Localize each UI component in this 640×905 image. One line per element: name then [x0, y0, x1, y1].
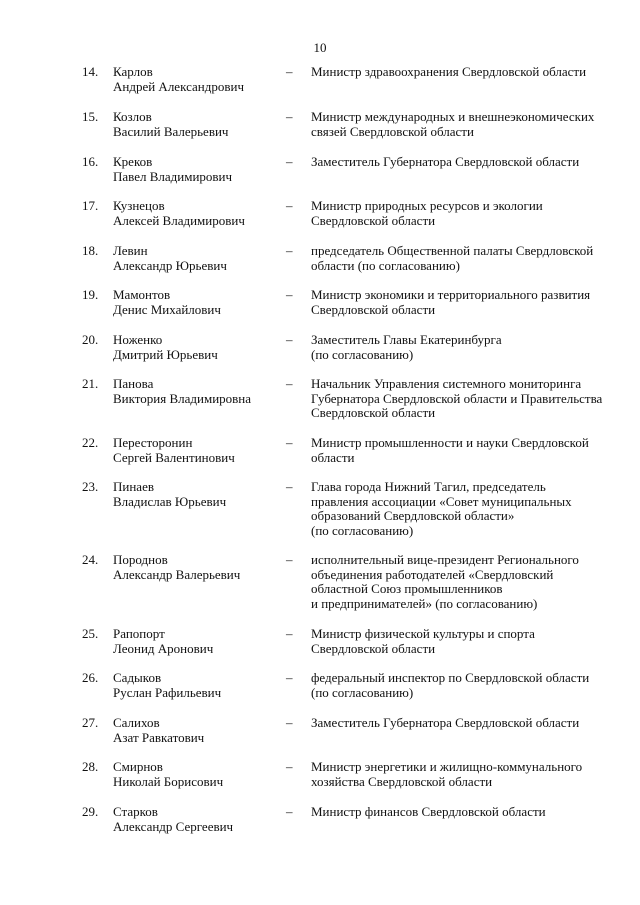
- dash-separator: –: [286, 715, 293, 730]
- member-name: [113, 288, 283, 317]
- position-line: образований Свердловской области»: [311, 508, 515, 523]
- member-given: Виктория Владимировна: [113, 390, 252, 406]
- member-given: Леонид Аронович: [113, 640, 214, 656]
- position-line: Заместитель Главы Екатеринбурга: [311, 332, 502, 347]
- position-line: области: [311, 449, 355, 465]
- member-given: Николай Борисович: [113, 773, 224, 789]
- member-name: [113, 480, 283, 509]
- member-number: 26.: [82, 670, 99, 685]
- position-line: Министр финансов Свердловской области: [311, 804, 546, 819]
- position-line: области (по согласованию): [311, 257, 460, 273]
- member-number: 19.: [82, 287, 99, 302]
- member-number: 23.: [82, 479, 99, 494]
- member-number: 18.: [82, 243, 99, 258]
- member-number: 14.: [82, 64, 99, 79]
- member-number: 29.: [82, 804, 99, 819]
- dash-separator: –: [286, 804, 293, 819]
- member-name: [113, 436, 283, 465]
- dash-separator: –: [286, 435, 293, 450]
- member-number: 28.: [82, 759, 99, 774]
- position-line: Глава города Нижний Тагил, председатель: [311, 479, 546, 494]
- member-surname: Пинаев: [113, 479, 154, 494]
- member-number: 25.: [82, 626, 99, 641]
- position-line: связей Свердловской области: [311, 123, 474, 139]
- position-line: Министр физической культуры и спорта: [311, 626, 535, 641]
- member-given: Алексей Владимирович: [113, 212, 245, 228]
- dash-separator: –: [286, 479, 293, 494]
- member-name: [113, 199, 283, 228]
- position-line: (по согласованию): [311, 684, 414, 700]
- position-line: председатель Общественной палаты Свердловской: [311, 243, 594, 258]
- member-surname: Салихов: [113, 715, 160, 730]
- dash-separator: –: [286, 626, 293, 641]
- page-number: 10: [313, 40, 327, 55]
- position-line: (по согласованию): [311, 522, 414, 538]
- member-given: Азат Равкатович: [113, 729, 205, 745]
- position-line: областной Союз промышленников: [311, 581, 503, 596]
- dash-separator: –: [286, 109, 293, 124]
- position-line: Губернатора Свердловской области и Правительства: [311, 390, 603, 406]
- member-position: [311, 671, 611, 700]
- position-line: исполнительный вице-президент Регионального: [311, 552, 579, 567]
- member-surname: Козлов: [113, 109, 152, 124]
- member-position: [311, 155, 611, 170]
- dash-separator: –: [286, 759, 293, 774]
- position-line: Министр природных ресурсов и экологии: [311, 198, 543, 213]
- member-surname: Породнов: [113, 552, 168, 567]
- member-position: [311, 480, 611, 538]
- member-surname: Старков: [113, 804, 158, 819]
- member-position: [311, 377, 611, 421]
- member-given: Сергей Валентинович: [113, 449, 235, 465]
- member-name: [113, 155, 283, 184]
- member-position: [311, 627, 611, 656]
- position-line: Министр здравоохранения Свердловской области: [311, 64, 587, 79]
- member-given: Василий Валерьевич: [113, 123, 229, 139]
- dash-separator: –: [286, 670, 293, 685]
- member-given: Денис Михайлович: [113, 301, 221, 317]
- member-name: [113, 716, 283, 745]
- dash-separator: –: [286, 376, 293, 391]
- dash-separator: –: [286, 552, 293, 567]
- member-surname: Садыков: [113, 670, 162, 685]
- position-line: Свердловской области: [311, 212, 436, 228]
- member-position: [311, 199, 611, 228]
- member-given: Руслан Рафильевич: [113, 684, 222, 700]
- member-number: 27.: [82, 715, 99, 730]
- position-line: Свердловской области: [311, 301, 436, 317]
- member-position: [311, 553, 611, 611]
- member-number: 21.: [82, 376, 99, 391]
- dash-separator: –: [286, 154, 293, 169]
- member-number: 20.: [82, 332, 99, 347]
- member-surname: Креков: [113, 154, 153, 169]
- position-line: Министр международных и внешнеэкономических: [311, 109, 595, 124]
- dash-separator: –: [286, 64, 293, 79]
- position-line: Свердловской области: [311, 640, 436, 656]
- member-surname: Пересторонин: [113, 435, 193, 450]
- member-surname: Панова: [113, 376, 154, 391]
- member-name: [113, 671, 283, 700]
- position-line: Министр промышленности и науки Свердловской: [311, 435, 589, 450]
- position-line: (по согласованию): [311, 346, 414, 362]
- dash-separator: –: [286, 332, 293, 347]
- position-line: объединения работодателей «Свердловский: [311, 566, 554, 582]
- dash-separator: –: [286, 287, 293, 302]
- dash-separator: –: [286, 243, 293, 258]
- position-line: Свердловской области: [311, 405, 436, 420]
- member-given: Владислав Юрьевич: [113, 493, 227, 509]
- member-given: Андрей Александрович: [113, 78, 244, 94]
- member-given: Павел Владимирович: [113, 168, 233, 184]
- dash-separator: –: [286, 198, 293, 213]
- member-name: [113, 65, 283, 94]
- member-position: [311, 805, 611, 820]
- position-line: и предпринимателей» (по согласованию): [311, 595, 538, 611]
- member-position: [311, 65, 611, 80]
- member-surname: Левин: [113, 243, 148, 258]
- member-surname: Рапопорт: [113, 626, 165, 641]
- member-position: [311, 244, 611, 273]
- member-position: [311, 110, 611, 139]
- member-name: [113, 333, 283, 362]
- member-position: [311, 716, 611, 731]
- position-line: Заместитель Губернатора Свердловской области: [311, 715, 580, 730]
- member-name: [113, 110, 283, 139]
- member-name: [113, 627, 283, 656]
- member-surname: Ноженко: [113, 332, 163, 347]
- member-name: [113, 377, 283, 406]
- position-line: федеральный инспектор по Свердловской области: [311, 670, 590, 685]
- member-name: [113, 760, 283, 789]
- member-surname: Смирнов: [113, 759, 163, 774]
- member-number: 16.: [82, 154, 99, 169]
- member-position: [311, 288, 611, 317]
- member-name: [113, 805, 283, 834]
- member-position: [311, 436, 611, 465]
- member-given: Александр Юрьевич: [113, 257, 227, 273]
- position-line: правления ассоциации «Совет муниципальных: [311, 493, 572, 509]
- member-given: Александр Валерьевич: [113, 566, 241, 582]
- member-name: [113, 244, 283, 273]
- member-given: Александр Сергеевич: [113, 818, 234, 834]
- member-name: [113, 553, 283, 582]
- member-position: [311, 760, 611, 789]
- member-given: Дмитрий Юрьевич: [113, 346, 218, 362]
- position-line: Начальник Управления системного мониторинга: [311, 376, 582, 391]
- position-line: Министр энергетики и жилищно-коммунального: [311, 759, 583, 774]
- member-surname: Кузнецов: [113, 198, 165, 213]
- member-number: 17.: [82, 198, 99, 213]
- member-number: 22.: [82, 435, 99, 450]
- member-number: 24.: [82, 552, 99, 567]
- position-line: Заместитель Губернатора Свердловской области: [311, 154, 580, 169]
- member-surname: Карлов: [113, 64, 153, 79]
- member-position: [311, 333, 611, 362]
- position-line: хозяйства Свердловской области: [311, 773, 493, 789]
- position-line: Министр экономики и территориального развития: [311, 287, 591, 302]
- member-surname: Мамонтов: [113, 287, 171, 302]
- member-number: 15.: [82, 109, 99, 124]
